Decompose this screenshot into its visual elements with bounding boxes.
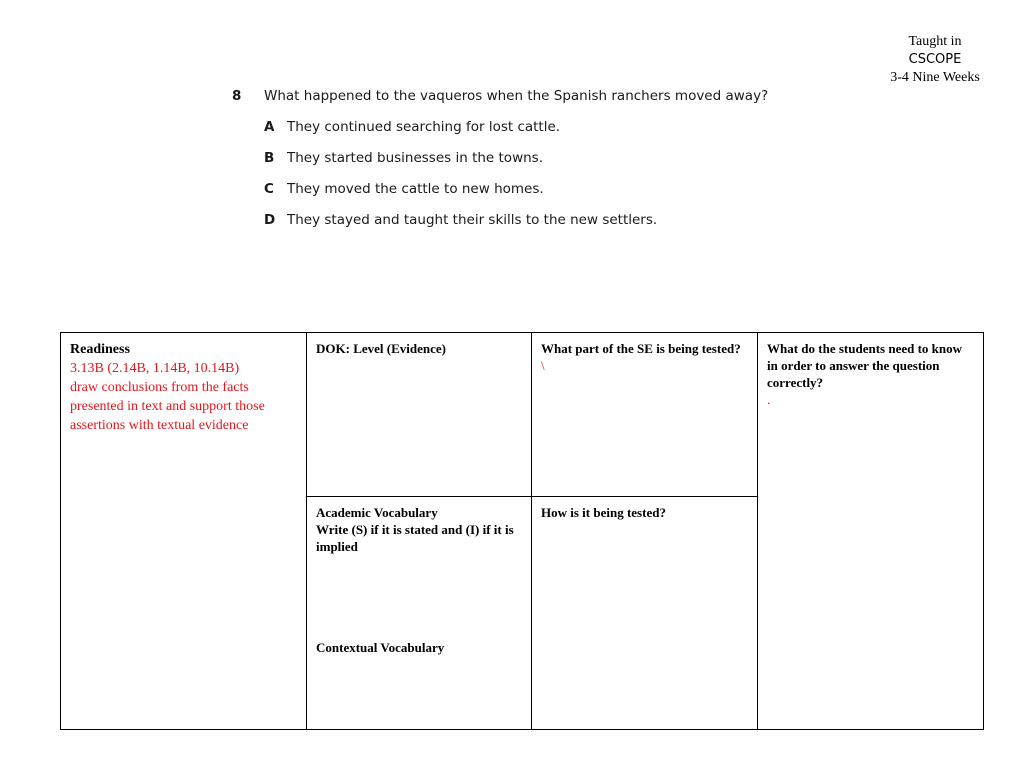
dok-cell [307, 333, 532, 497]
question-stem: What happened to the vaqueros when the Spanish ranchers moved away? [264, 88, 769, 104]
choice-text: They started businesses in the towns. [287, 150, 543, 166]
se-value: \ [541, 358, 545, 373]
choice-text: They stayed and taught their skills to the new settlers. [287, 212, 658, 228]
readiness-description: draw conclusions from the facts presented in text and support those assertions with textual evidence [70, 380, 265, 433]
choice-letter: D [264, 212, 276, 228]
vocabulary-cell [307, 497, 532, 730]
write-instruction: Write (S) if it is stated and (I) if it is implied [316, 522, 514, 554]
test-question [232, 86, 852, 230]
choice-letter: A [264, 119, 275, 135]
dok-label: DOK: Level (Evidence) [316, 341, 446, 356]
answer-choice-c [264, 179, 852, 199]
academic-vocabulary-label: Academic Vocabulary [316, 505, 438, 520]
question-stem-row [232, 86, 852, 106]
taught-line-1: Taught in [908, 34, 962, 49]
question-number: 8 [232, 88, 242, 104]
contextual-vocabulary-label: Contextual Vocabulary [316, 640, 445, 655]
choice-letter: C [264, 181, 274, 197]
answer-choice-d [264, 210, 852, 230]
readiness-title: Readiness [70, 342, 130, 357]
choice-text: They continued searching for lost cattle. [287, 119, 561, 135]
readiness-cell [61, 333, 307, 730]
taught-line-2: CSCOPE [908, 52, 962, 67]
answer-choice-b [264, 148, 852, 168]
choice-letter: B [264, 150, 275, 166]
se-cell [532, 333, 758, 497]
how-tested-cell [532, 497, 758, 730]
answer-choice-a [264, 117, 852, 137]
se-label: What part of the SE is being tested? [541, 341, 741, 356]
readiness-standard: 3.13B (2.14B, 1.14B, 10.14B) [70, 361, 240, 376]
taught-in-note [870, 33, 1000, 87]
analysis-table [60, 332, 984, 730]
choice-text: They moved the cattle to new homes. [287, 181, 544, 197]
know-label: What do the students need to know in order to answer the question correctly? [767, 341, 963, 390]
taught-line-3: 3-4 Nine Weeks [890, 70, 980, 85]
know-value: . [767, 392, 771, 407]
how-tested-label: How is it being tested? [541, 505, 666, 520]
know-cell [758, 333, 984, 730]
